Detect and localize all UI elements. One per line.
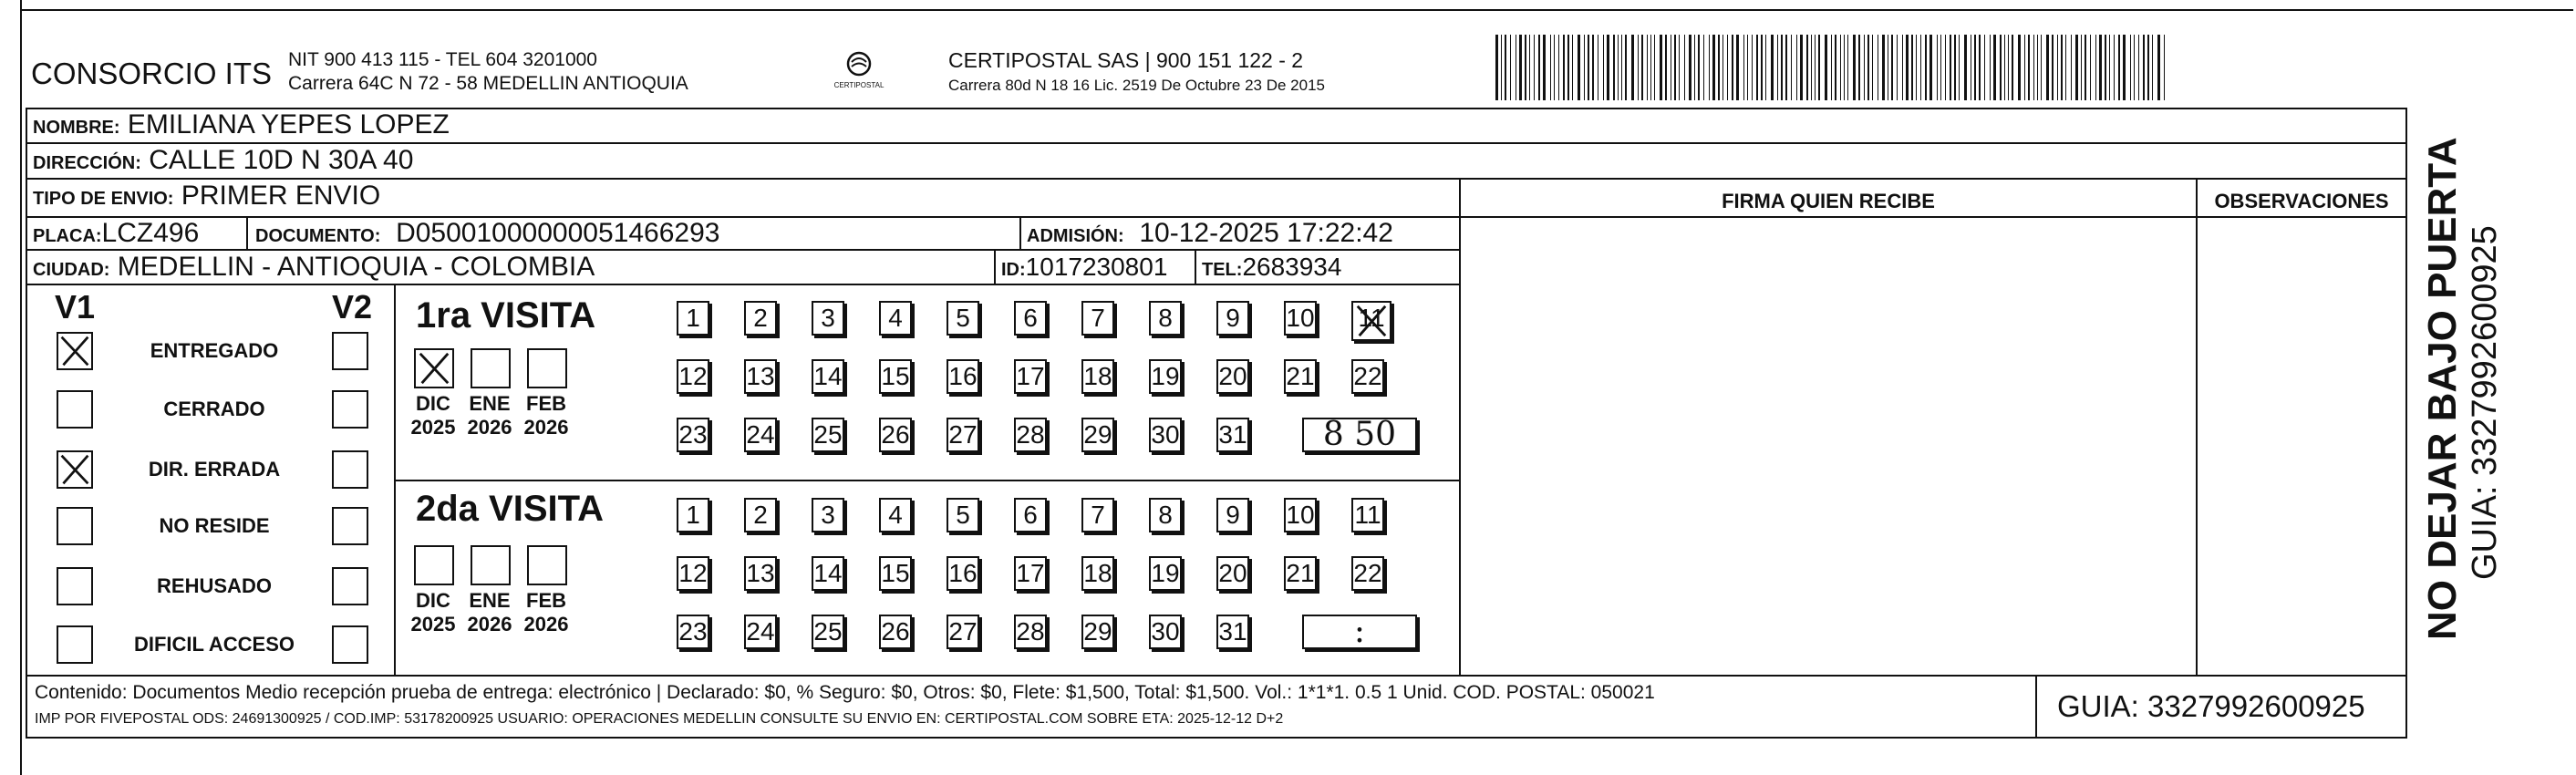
day-box[interactable]: 13 (744, 359, 777, 394)
day-box[interactable]: 11 (1351, 301, 1391, 341)
admision-cell (1027, 218, 1393, 252)
visit1-title: 1ra VISITA (416, 295, 596, 336)
day-box[interactable]: 7 (1081, 301, 1114, 336)
footer-line2: IMP POR FIVEPOSTAL ODS: 24691300925 / COD.IMP: 53178200925 USUARIO: OPERACIONES MEDELLIN CONSULTE SU ENVIO EN: CERTIPOSTAL.COM SOBRE ETA: 2025-12-12 D+2 (35, 711, 1284, 727)
v1-checkbox[interactable] (57, 625, 93, 664)
nombre-row (33, 109, 450, 143)
admision-label: ADMISIÓN: (1027, 226, 1124, 246)
documento-value: D05001000000051466293 (396, 218, 720, 248)
v1-checkbox[interactable] (57, 390, 93, 429)
day-box[interactable]: 17 (1014, 556, 1047, 591)
day-box[interactable]: 10 (1284, 301, 1317, 336)
rule (994, 249, 996, 284)
time-box[interactable]: 8 50 (1302, 418, 1417, 452)
footer-guia: GUIA: 3327992600925 (2057, 689, 2365, 723)
ciudad-value: MEDELLIN - ANTIOQUIA - COLOMBIA (117, 252, 595, 282)
day-box[interactable]: 10 (1284, 498, 1317, 532)
day-box[interactable]: 2 (744, 301, 777, 336)
placa-label: PLACA: (33, 226, 102, 246)
day-box[interactable]: 4 (879, 498, 912, 532)
rule (2196, 178, 2198, 676)
day-box[interactable]: 6 (1014, 498, 1047, 532)
day-box[interactable]: 31 (1216, 418, 1249, 452)
company-name: CONSORCIO ITS (31, 57, 273, 90)
day-box[interactable]: 23 (677, 615, 709, 649)
day-box[interactable]: 17 (1014, 359, 1047, 394)
status-label: REHUSADO (157, 574, 272, 597)
status-label: CERRADO (163, 398, 265, 420)
rule (394, 480, 1459, 481)
day-box[interactable]: 26 (879, 615, 912, 649)
rule (2405, 108, 2407, 739)
no-dejar-warning: NO DEJAR BAJO PUERTA (2420, 137, 2465, 640)
rule (26, 737, 2407, 739)
rule (1019, 216, 1021, 249)
day-box[interactable]: 1 (677, 301, 709, 336)
day-box[interactable]: 14 (812, 556, 844, 591)
day-box[interactable]: 16 (947, 359, 979, 394)
v1-checkbox[interactable] (57, 332, 93, 370)
direccion-value: CALLE 10D N 30A 40 (149, 145, 414, 175)
time-box[interactable]: : (1302, 615, 1417, 649)
direccion-label: DIRECCIÓN: (33, 153, 141, 173)
footer-line1: Contenido: Documentos Medio recepción prueba de entrega: electrónico | Declarado: $0, % Seguro: $0, Otros: $0, Flete: $1,500, Total: $1,500. Vol.: 1*1*1. 0.5 1 Unid. COD. POSTAL: 050021 (35, 682, 1655, 703)
top-border (20, 9, 2573, 11)
id-value: 1017230801 (1025, 253, 1168, 281)
month-checkbox[interactable] (527, 545, 567, 585)
admision-value: 10-12-2025 17:22:42 (1139, 218, 1393, 248)
tel-cell (1202, 252, 1341, 285)
ciudad-label: CIUDAD: (33, 260, 110, 280)
day-box[interactable]: 22 (1351, 556, 1384, 591)
day-box[interactable]: 13 (744, 556, 777, 591)
tel-value: 2683934 (1242, 253, 1342, 281)
left-border (20, 0, 22, 775)
placa-cell (33, 218, 199, 252)
day-box[interactable]: 20 (1216, 556, 1249, 591)
day-box[interactable]: 29 (1081, 418, 1114, 452)
day-box[interactable]: 2 (744, 498, 777, 532)
day-box[interactable]: 21 (1284, 359, 1317, 394)
v2-checkbox[interactable] (332, 450, 368, 489)
month-checkbox[interactable] (471, 545, 511, 585)
day-box[interactable]: 27 (947, 615, 979, 649)
day-box[interactable]: 15 (879, 359, 912, 394)
rule (2035, 675, 2037, 739)
documento-label: DOCUMENTO: (255, 226, 381, 246)
company-address: Carrera 64C N 72 - 58 MEDELLIN ANTIOQUIA (288, 73, 688, 94)
month-checkbox[interactable] (414, 545, 454, 585)
day-box[interactable]: 24 (744, 615, 777, 649)
rule (1459, 178, 1461, 676)
observaciones-header: OBSERVACIONES (2214, 190, 2389, 212)
day-box[interactable]: 16 (947, 556, 979, 591)
day-box[interactable]: 26 (879, 418, 912, 452)
day-box[interactable]: 23 (677, 418, 709, 452)
month-label: ENE 2026 (467, 589, 512, 636)
tel-label: TEL: (1202, 260, 1243, 280)
day-box[interactable]: 30 (1149, 615, 1182, 649)
day-box[interactable]: 5 (947, 498, 979, 532)
day-box[interactable]: 28 (1014, 418, 1047, 452)
placa-value: LCZ496 (101, 218, 200, 248)
day-box[interactable]: 18 (1081, 556, 1114, 591)
direccion-row (33, 145, 413, 179)
day-box[interactable]: 12 (677, 359, 709, 394)
ciudad-cell (33, 252, 595, 285)
day-box[interactable]: 22 (1351, 359, 1384, 394)
day-box[interactable]: 8 (1149, 301, 1182, 336)
v2-checkbox[interactable] (332, 567, 368, 605)
tipo-row (33, 181, 380, 214)
company-nit: NIT 900 413 115 - TEL 604 3201000 (288, 49, 597, 70)
day-box[interactable]: 19 (1149, 359, 1182, 394)
status-label: ENTREGADO (150, 339, 279, 362)
day-box[interactable]: 8 (1149, 498, 1182, 532)
rule (246, 216, 248, 249)
v2-checkbox[interactable] (332, 507, 368, 545)
day-box[interactable]: 29 (1081, 615, 1114, 649)
day-box[interactable]: 7 (1081, 498, 1114, 532)
day-box[interactable]: 19 (1149, 556, 1182, 591)
v2-checkbox[interactable] (332, 390, 368, 429)
v1-checkbox[interactable] (57, 507, 93, 545)
day-box[interactable]: 30 (1149, 418, 1182, 452)
month-label: FEB 2026 (523, 589, 569, 636)
day-box[interactable]: 21 (1284, 556, 1317, 591)
day-box[interactable]: 5 (947, 301, 979, 336)
id-label: ID: (1001, 260, 1026, 280)
status-label: NO RESIDE (159, 514, 270, 537)
day-box[interactable]: 20 (1216, 359, 1249, 394)
day-box[interactable]: 12 (677, 556, 709, 591)
visit2-title: 2da VISITA (416, 489, 604, 529)
v1-checkbox[interactable] (57, 450, 93, 489)
nombre-value: EMILIANA YEPES LOPEZ (127, 109, 450, 140)
rule (26, 108, 27, 739)
month-checkbox[interactable] (527, 348, 567, 388)
day-box[interactable]: 25 (812, 418, 844, 452)
v2-header: V2 (332, 288, 373, 326)
day-box[interactable]: 3 (812, 301, 844, 336)
day-box[interactable]: 6 (1014, 301, 1047, 336)
month-checkbox[interactable] (471, 348, 511, 388)
day-box[interactable]: 9 (1216, 301, 1249, 336)
day-box[interactable]: 18 (1081, 359, 1114, 394)
status-label: DIR. ERRADA (148, 458, 281, 480)
rule (1195, 249, 1196, 284)
svg-text:CERTIPOSTAL: CERTIPOSTAL (833, 81, 885, 89)
day-box[interactable]: 11 (1351, 498, 1384, 532)
day-box[interactable]: 4 (879, 301, 912, 336)
v1-header: V1 (55, 288, 96, 326)
tipo-label: TIPO DE ENVIO: (33, 189, 174, 209)
certipostal-logo (832, 47, 886, 97)
v1-checkbox[interactable] (57, 567, 93, 605)
month-checkbox[interactable] (414, 348, 454, 388)
carrier-name: CERTIPOSTAL SAS | 900 151 122 - 2 (948, 48, 1304, 72)
v2-checkbox[interactable] (332, 625, 368, 664)
tipo-value: PRIMER ENVIO (181, 181, 381, 211)
month-label: DIC 2025 (410, 392, 456, 439)
rule (26, 675, 2407, 677)
nombre-label: NOMBRE: (33, 118, 120, 138)
barcode (1495, 35, 2170, 100)
month-label: FEB 2026 (523, 392, 569, 439)
day-box[interactable]: 27 (947, 418, 979, 452)
carrier-address: Carrera 80d N 18 16 Lic. 2519 De Octubre 23 De 2015 (948, 77, 1325, 94)
v2-checkbox[interactable] (332, 332, 368, 370)
month-label: ENE 2026 (467, 392, 512, 439)
day-box[interactable]: 3 (812, 498, 844, 532)
status-label: DIFICIL ACCESO (133, 633, 295, 656)
day-box[interactable]: 9 (1216, 498, 1249, 532)
day-box[interactable]: 15 (879, 556, 912, 591)
firma-header: FIRMA QUIEN RECIBE (1722, 190, 1935, 212)
month-label: DIC 2025 (410, 589, 456, 636)
day-box[interactable]: 14 (812, 359, 844, 394)
day-box[interactable]: 1 (677, 498, 709, 532)
side-guia: GUIA: 3327992600925 (2466, 225, 2504, 580)
day-box[interactable]: 28 (1014, 615, 1047, 649)
day-box[interactable]: 31 (1216, 615, 1249, 649)
id-cell (1001, 252, 1167, 285)
day-box[interactable]: 24 (744, 418, 777, 452)
documento-cell (255, 218, 719, 252)
day-box[interactable]: 25 (812, 615, 844, 649)
